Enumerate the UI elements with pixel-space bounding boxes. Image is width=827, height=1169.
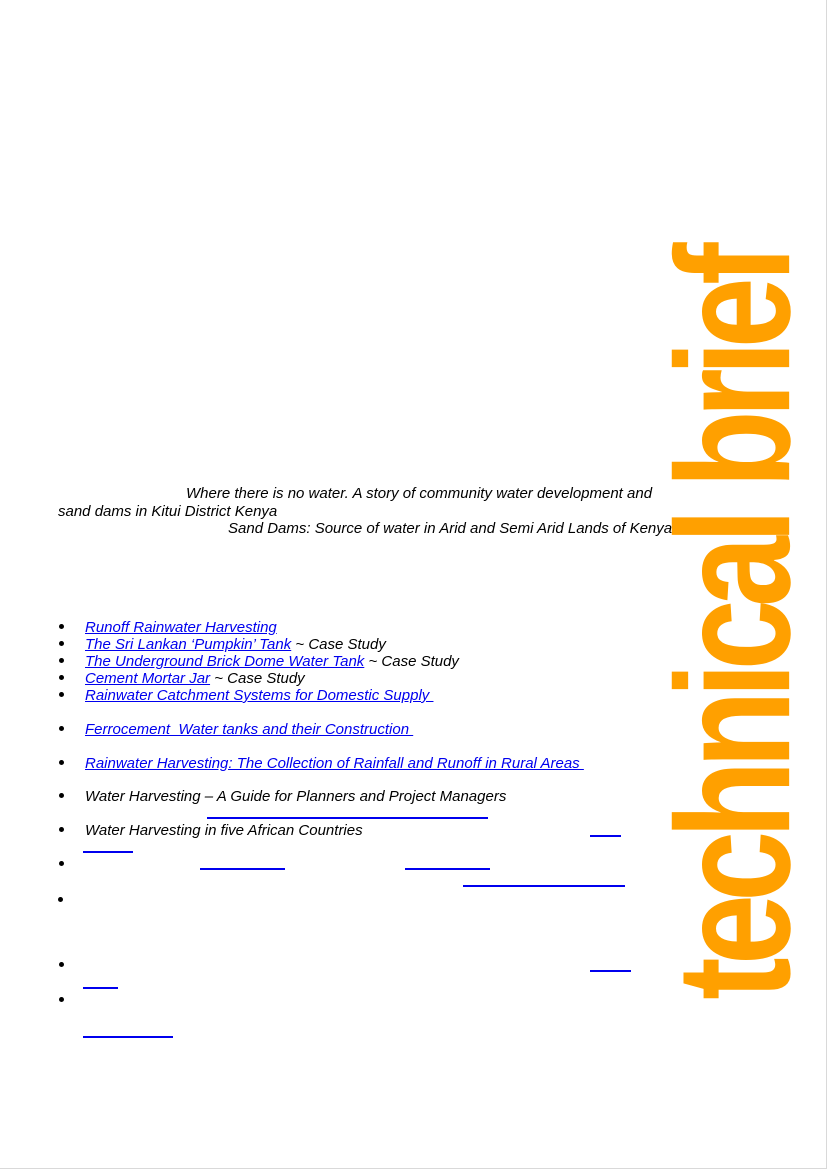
list-item	[85, 822, 363, 839]
bare-link-underline[interactable]	[463, 885, 625, 887]
bare-link-underline[interactable]	[83, 1036, 173, 1038]
bare-link-underline[interactable]	[590, 835, 621, 837]
list-item	[85, 670, 305, 687]
case-study-suffix: ~ Case Study	[291, 636, 386, 653]
publication-title-water-harvesting-five-countries: Water Harvesting in five African Countries	[85, 822, 363, 839]
list-item	[85, 619, 277, 636]
list-item	[85, 788, 506, 805]
bare-link-underline[interactable]	[405, 868, 490, 870]
reference-link-sri-lankan-pumpkin-tank[interactable]: The Sri Lankan ‘Pumpkin’ Tank	[85, 636, 292, 653]
technical-brief-banner	[642, 160, 824, 1090]
publication-link-rainwater-harvesting-collection[interactable]: Rainwater Harvesting: The Collection of Rainfall and Runoff in Rural Areas	[85, 755, 584, 772]
intro-line-1: Where there is no water. A story of community water development and	[186, 485, 653, 502]
reference-link-runoff-rainwater-harvesting[interactable]: Runoff Rainwater Harvesting	[85, 619, 277, 636]
bare-link-underline[interactable]	[83, 987, 118, 989]
reference-link-cement-mortar-jar[interactable]: Cement Mortar Jar	[85, 670, 211, 687]
bare-link-underline[interactable]	[590, 970, 631, 972]
publication-title-water-harvesting-guide: Water Harvesting – A Guide for Planners and Project Managers	[85, 788, 507, 805]
bullet-icon	[59, 861, 64, 866]
publication-link-ferrocement-water-tanks[interactable]: Ferrocement Water tanks and their Construction	[85, 721, 414, 738]
bullet-icon	[59, 997, 64, 1002]
case-study-suffix: ~ Case Study	[364, 653, 459, 670]
bullet-icon	[59, 624, 64, 629]
bare-link-underline[interactable]	[83, 851, 133, 853]
bullet-icon	[59, 760, 64, 765]
reference-link-rainwater-catchment-systems[interactable]: Rainwater Catchment Systems for Domestic Supply	[85, 687, 434, 704]
list-item	[85, 687, 433, 704]
intro-line-2: sand dams in Kitui District Kenya	[58, 503, 278, 520]
bullet-icon	[59, 675, 64, 680]
bullet-icon	[59, 962, 64, 967]
bullet-icon	[59, 641, 64, 646]
bare-link-underline[interactable]	[200, 868, 285, 870]
bullet-icon	[59, 827, 64, 832]
bullet-icon	[58, 897, 63, 902]
reference-link-underground-brick-dome-tank[interactable]: The Underground Brick Dome Water Tank	[85, 653, 365, 670]
bullet-icon	[59, 658, 64, 663]
bare-link-underline[interactable]	[207, 817, 488, 819]
bullet-icon	[59, 793, 64, 798]
list-item	[85, 755, 584, 772]
bullet-icon	[59, 692, 64, 697]
list-item	[85, 653, 459, 670]
bullet-icon	[59, 726, 64, 731]
list-item	[85, 721, 413, 738]
intro-line-3: Sand Dams: Source of water in Arid and Semi Arid Lands of Kenya	[228, 520, 673, 537]
list-item	[85, 636, 386, 653]
technical-brief-banner-text: technical brief	[642, 250, 824, 1000]
case-study-suffix: ~ Case Study	[210, 670, 305, 687]
